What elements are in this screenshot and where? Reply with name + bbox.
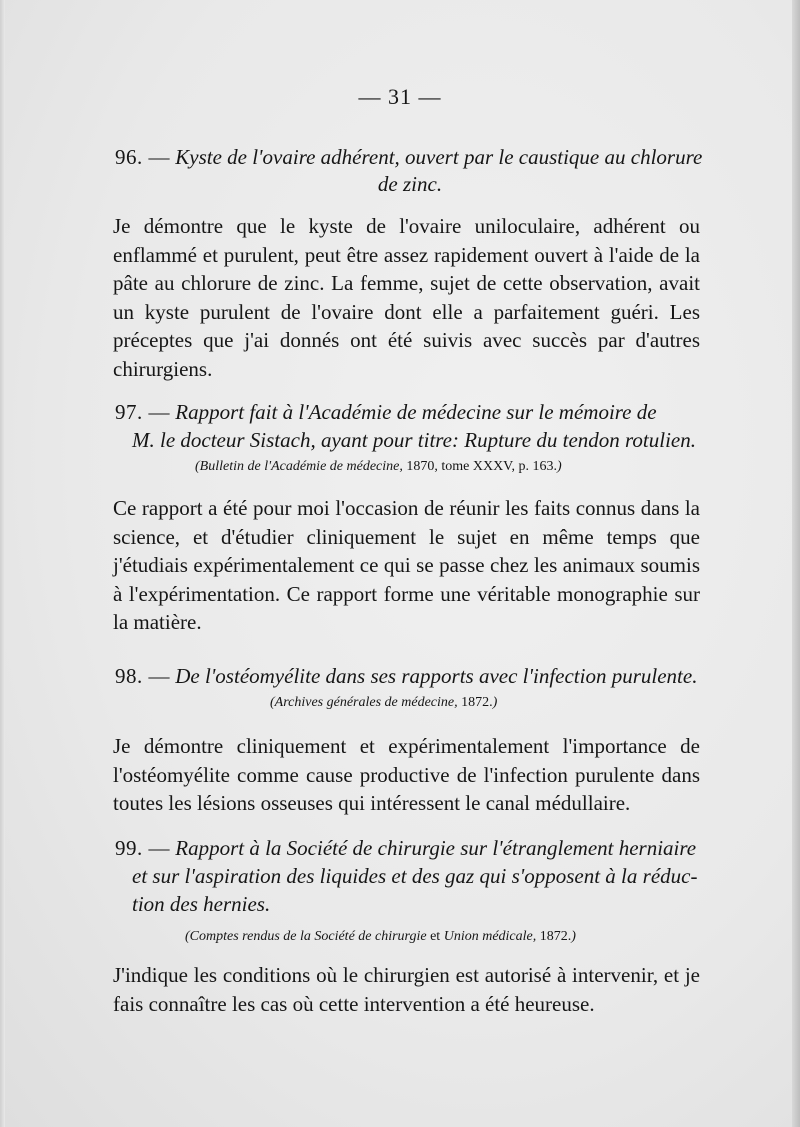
- entry-96-title-line2: de zinc.: [377, 172, 443, 196]
- entry-97-number: 97. —: [115, 400, 170, 424]
- entry-99-heading: [115, 834, 705, 863]
- entry-96-number: 96. —: [115, 145, 170, 169]
- entry-97-title-line2: M. le docteur Sistach, ayant pour titre: Rupture du tendon rotulien.: [132, 428, 696, 452]
- entry-99-title-line1: Rapport à la Société de chirurgie sur l'étranglement herniaire: [175, 836, 697, 860]
- entry-98-number: 98. —: [115, 664, 170, 688]
- entry-98-body: Je démontre cliniquement et expérimentalement l'importance de l'ostéomyélite comme cause productive de l'infection purulente dans toutes les lésions osseuses qui intéressent le canal médullaire.: [113, 734, 700, 815]
- entry-99-source-details: 1872.: [539, 929, 572, 944]
- entry-97-title-line1: Rapport fait à l'Académie de médecine sur le mémoire de: [175, 400, 657, 424]
- entry-97-source-details: 1870, tome XXXV, p. 163.: [406, 459, 557, 474]
- entry-99-source-journal: Comptes rendus de la Société de chirurgie: [189, 929, 427, 944]
- entry-96-body: Je démontre que le kyste de l'ovaire uniloculaire, adhérent ou enflammé et purulent, peut être assez rapidement ouvert à l'aide de la pâte au chlorure de zinc. La femme, sujet de cette observation, avait un kyste purulent de l'ovaire dont elle a parfaitement guéri. Les préceptes que j'ai donnés ont été suivis avec succès par d'autres chirurgiens.: [113, 214, 700, 381]
- entry-98-source: (Archives générales de médecine, 1872.): [270, 695, 498, 710]
- entry-99-source: (Comptes rendus de la Société de chirurgie et Union médicale, 1872.): [185, 929, 576, 944]
- entry-97-source: (Bulletin de l'Académie de médecine, 1870, tome XXXV, p. 163.): [195, 459, 562, 474]
- page-number: — 31 —: [358, 84, 442, 109]
- entry-97-heading: [115, 398, 705, 427]
- entry-99-title-line2-wrap: [132, 862, 707, 891]
- entry-99-title-line3: tion des hernies.: [132, 892, 271, 916]
- entry-98-source-journal: Archives générales de médecine,: [274, 695, 458, 710]
- entry-96-title-line2-wrap: [115, 170, 705, 199]
- page-right-edge: [792, 0, 800, 1127]
- entry-98-source-details: 1872.: [461, 695, 493, 710]
- entry-97-title-line2-wrap: [132, 426, 707, 455]
- entry-98-heading: [115, 662, 705, 691]
- entry-97-source-journal: Bulletin de l'Académie de médecine,: [199, 459, 403, 474]
- entry-99-title-line3-wrap: [132, 890, 707, 919]
- entry-96-title-line1: Kyste de l'ovaire adhérent, ouvert par le caustique au chlorure: [175, 145, 703, 169]
- entry-99-title-line2: et sur l'aspiration des liquides et des gaz qui s'opposent à la réduc-: [132, 864, 698, 888]
- entry-97-body: Ce rapport a été pour moi l'occasion de réunir les faits connus dans la science, et d'étudier cliniquement le sujet en même temps que j'étudiais expérimentalement ce qui se passe chez les animaux soumis à l'expérimentation. Ce rapport forme une véritable monographie sur la matière.: [113, 496, 700, 634]
- entry-99-body: J'indique les conditions où le chirurgien est autorisé à intervenir, et je fais connaître les cas où cette intervention a été heureuse.: [113, 963, 700, 1016]
- entry-96-heading: [115, 143, 705, 172]
- entry-98-title-line1: De l'ostéomyélite dans ses rapports avec l'infection purulente.: [175, 664, 698, 688]
- entry-99-source-and: et: [430, 929, 441, 944]
- page-left-edge: [0, 0, 5, 1127]
- entry-99-number: 99. —: [115, 836, 170, 860]
- entry-99-source-journal2: Union médicale,: [443, 929, 537, 944]
